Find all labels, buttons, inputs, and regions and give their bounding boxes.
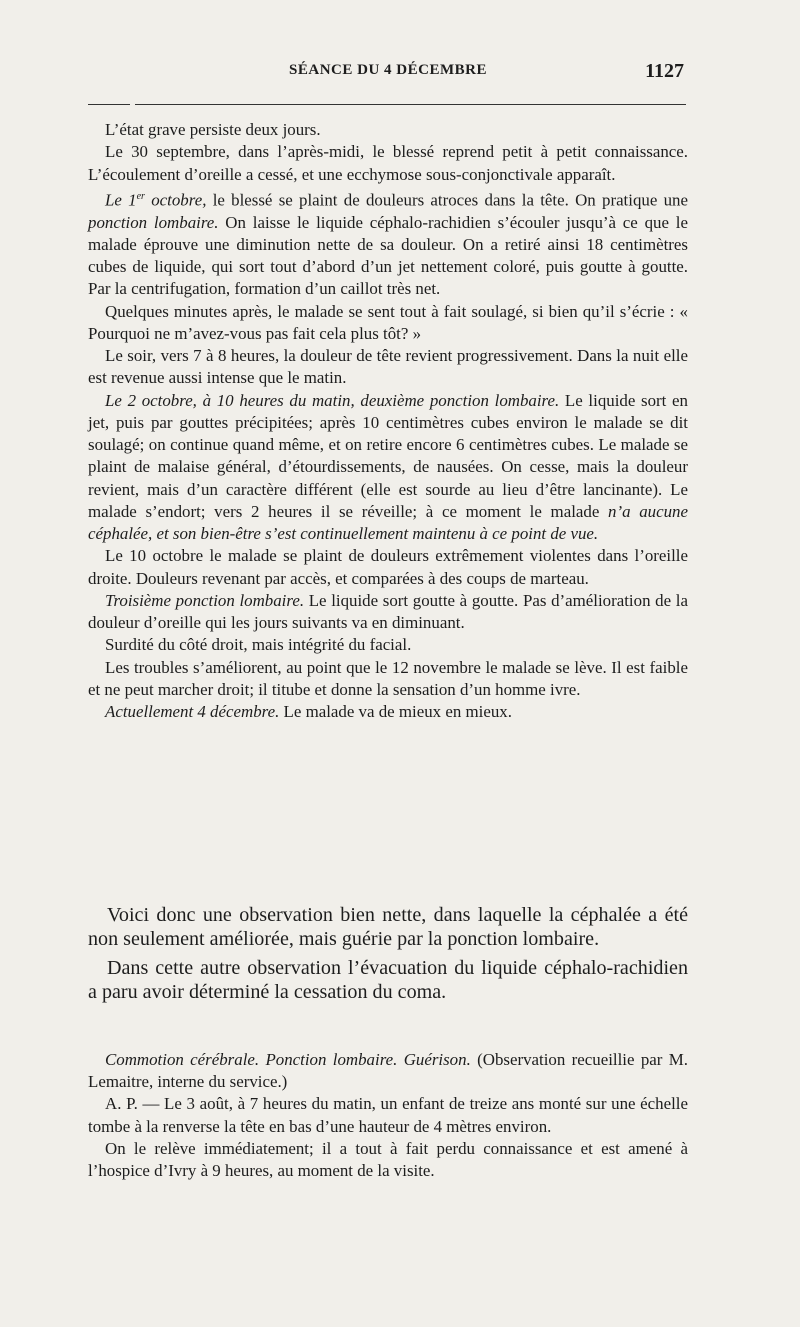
header-rule bbox=[88, 104, 686, 105]
paragraph: On le relève immédiatement; il a tout à fait perdu connaissance et est amené à l’hospice d’Ivry à 9 heures, au moment de la visite. bbox=[88, 1138, 688, 1181]
paragraph: Le 1er octobre, le blessé se plaint de douleurs atroces dans la tête. On pratique une ponction lombaire. On laisse le liquide céphalo-rachidien s’écouler jusqu’à ce que le malade éprouve une diminution nette de sa douleur. On a retiré ainsi 18 centimètres cubes de liquide, qui sort tout d’abord d’un jet nettement coloré, puis goutte à goutte. Par la centrifugation, formation d’un caillot très net. bbox=[88, 190, 688, 299]
paragraph: L’état grave persiste deux jours. bbox=[105, 120, 321, 139]
page-number: 1127 bbox=[645, 60, 684, 82]
header-title: SÉANCE DU 4 DÉCEMBRE bbox=[289, 62, 487, 78]
paragraph: Le 2 octobre, à 10 heures du matin, deuxième ponction lombaire. Le liquide sort en jet, puis par gouttes précipitées; après 10 centimètres cubes environ le malade se dit soulagé; on continue quand même, et on retire encore 6 centimètres cubes. Le malade se plaint de malaise général, d’étourdissements, de nausées. On cesse, mais la douleur revient, mais d’un caractère différent (elle est sourde au lieu d’être lancinante). Le malade s’endort; vers 2 heures il se réveille; à ce moment le malade n’a aucune céphalée, et son bien-être s’est continuellement maintenu à ce point de vue. bbox=[88, 390, 688, 544]
paragraph: Dans cette autre observation l’évacuation du liquide céphalo-rachidien a paru avoir déterminé la cessation du coma. bbox=[88, 956, 688, 1003]
paragraph: Actuellement 4 décembre. Le malade va de mieux en mieux. bbox=[105, 702, 512, 722]
paragraph: Le soir, vers 7 à 8 heures, la douleur de tête revient progressivement. Dans la nuit elle est revenue aussi intense que le matin. bbox=[88, 346, 688, 388]
second-observation bbox=[88, 1049, 688, 1182]
paragraph: Quelques minutes après, le malade se sent tout à fait soulagé, si bien qu’il s’écrie : « Pourquoi ne m’avez-vous pas fait cela plus tôt? » bbox=[88, 301, 688, 343]
paragraph: Surdité du côté droit, mais intégrité du facial. bbox=[105, 635, 412, 655]
paragraph: A. P. — Le 3 août, à 7 heures du matin, un enfant de treize ans monté sur une échelle tombe à la renverse la tête en bas d’une hauteur de 4 mètres environ. bbox=[88, 1094, 688, 1136]
commentary bbox=[88, 903, 688, 1004]
header-rule-gap bbox=[130, 100, 135, 108]
paragraph: Le 10 octobre le malade se plaint de douleurs extrêmement violentes dans l’oreille droite. Douleurs revenant par accès, et comparées à des coups de marteau. bbox=[88, 546, 688, 588]
running-header bbox=[88, 62, 688, 86]
paragraph: Les troubles s’améliorent, au point que le 12 novembre le malade se lève. Il est faible et ne peut marcher droit; il titube et donne la sensation d’un homme ivre. bbox=[88, 657, 688, 699]
paragraph: Voici donc une observation bien nette, dans laquelle la céphalée a été non seulement améliorée, mais guérie par la ponction lombaire. bbox=[88, 904, 688, 951]
paragraph: Commotion cérébrale. Ponction lombaire. Guérison. (Observation recueillie par M. Lemaitre, interne du service.) bbox=[88, 1050, 688, 1092]
paragraph: Troisième ponction lombaire. Le liquide sort goutte à goutte. Pas d’amélioration de la douleur d’oreille qui les jours suivants va en diminuant. bbox=[88, 590, 688, 633]
paragraph: Le 30 septembre, dans l’après-midi, le blessé reprend petit à petit connaissance. L’écoulement d’oreille a cessé, et une ecchymose sous-conjonctivale apparaît. bbox=[88, 142, 688, 184]
case-narrative bbox=[88, 119, 688, 723]
